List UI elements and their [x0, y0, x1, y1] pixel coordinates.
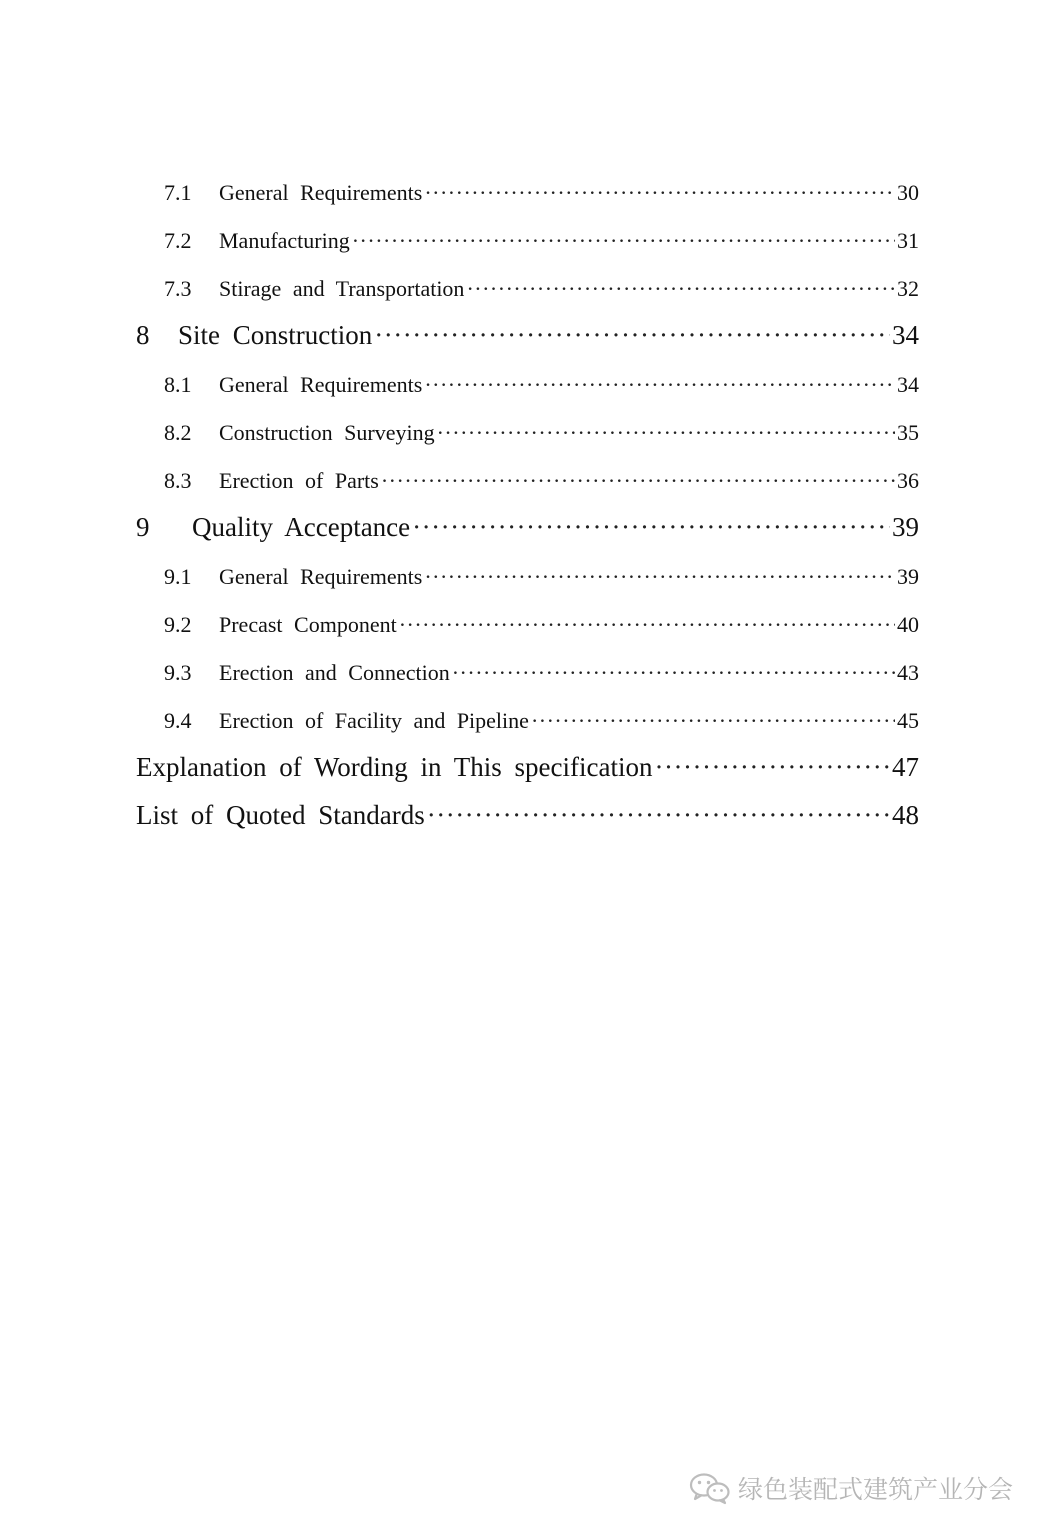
toc-chapter-page: 39: [892, 512, 919, 542]
toc-entry-title: Manufacturing: [219, 228, 350, 253]
toc-appendix-title: List of Quoted Standards: [136, 800, 425, 830]
toc-chapter-8[interactable]: [0, 320, 1058, 351]
toc-appendix-title: Explanation of Wording in This specification: [136, 752, 653, 782]
wechat-icon: [688, 1471, 732, 1505]
dot-leader: [399, 612, 895, 638]
toc-chapter-number: 9: [136, 512, 150, 542]
toc-appendix-explanation[interactable]: [0, 752, 1058, 783]
toc-entry-page: 45: [897, 708, 919, 733]
toc-entry-title: Erection and Connection: [219, 660, 450, 685]
toc-chapter-number: 8: [136, 320, 150, 350]
toc-entry-title: Erection of Parts: [219, 468, 379, 493]
toc-entry-page: 32: [897, 276, 919, 301]
toc-chapter-title: Site Construction: [178, 320, 373, 350]
watermark-text: 绿色装配式建筑产业分会: [738, 1475, 1014, 1504]
toc-entry-page: 39: [897, 564, 919, 589]
dot-leader: [437, 420, 895, 446]
toc-entry-7-2[interactable]: [0, 228, 1058, 254]
toc-entry-title: General Requirements: [219, 564, 423, 589]
toc-entry-number: 8.1: [164, 372, 192, 397]
toc-entry-title: Erection of Facility and Pipeline: [219, 708, 529, 733]
toc-entry-8-2[interactable]: [0, 420, 1058, 446]
toc-entry-page: 30: [897, 180, 919, 205]
toc-entry-page: 35: [897, 420, 919, 445]
toc-appendix-quoted-standards[interactable]: [0, 800, 1058, 831]
toc-entry-8-3[interactable]: [0, 468, 1058, 494]
toc-entry-number: 8.3: [164, 468, 192, 493]
dot-leader: [424, 564, 895, 590]
toc-entry-9-3[interactable]: [0, 660, 1058, 686]
toc-entry-page: 43: [897, 660, 919, 685]
toc-entry-number: 9.4: [164, 708, 192, 733]
dot-leader: [466, 276, 895, 302]
toc-entry-page: 40: [897, 612, 919, 637]
toc-entry-number: 9.2: [164, 612, 192, 637]
toc-entry-title: Construction Surveying: [219, 420, 435, 445]
toc-entry-title: General Requirements: [219, 372, 423, 397]
toc-entry-number: 7.3: [164, 276, 192, 301]
dot-leader: [427, 800, 890, 831]
dot-leader: [452, 660, 895, 686]
dot-leader: [374, 320, 890, 351]
dot-leader: [531, 708, 895, 734]
dot-leader: [424, 372, 895, 398]
toc-entry-9-1[interactable]: [0, 564, 1058, 590]
toc-entry-title: General Requirements: [219, 180, 423, 205]
toc-entry-title: Precast Component: [219, 612, 397, 637]
dot-leader: [381, 468, 895, 494]
toc-entry-page: 34: [897, 372, 919, 397]
toc-chapter-title: Quality Acceptance: [192, 512, 411, 542]
dot-leader: [655, 752, 891, 783]
toc-entry-number: 9.3: [164, 660, 192, 685]
toc-appendix-page: 47: [892, 752, 919, 782]
toc-entry-8-1[interactable]: [0, 372, 1058, 398]
toc-entry-number: 7.2: [164, 228, 192, 253]
toc-entry-page: 31: [897, 228, 919, 253]
dot-leader: [412, 512, 890, 543]
toc-entry-title: Stirage and Transportation: [219, 276, 465, 301]
dot-leader: [352, 228, 895, 254]
toc-entry-page: 36: [897, 468, 919, 493]
toc-chapter-9[interactable]: [0, 512, 1058, 543]
dot-leader: [424, 180, 895, 206]
toc-entry-7-3[interactable]: [0, 276, 1058, 302]
toc-entry-number: 7.1: [164, 180, 192, 205]
toc-appendix-page: 48: [892, 800, 919, 830]
watermark: [688, 1468, 1013, 1508]
toc-entry-9-2[interactable]: [0, 612, 1058, 638]
toc-entry-7-1[interactable]: [0, 180, 1058, 206]
toc-entry-number: 9.1: [164, 564, 192, 589]
toc-chapter-page: 34: [892, 320, 919, 350]
toc-entry-number: 8.2: [164, 420, 192, 445]
toc-entry-9-4[interactable]: [0, 708, 1058, 734]
